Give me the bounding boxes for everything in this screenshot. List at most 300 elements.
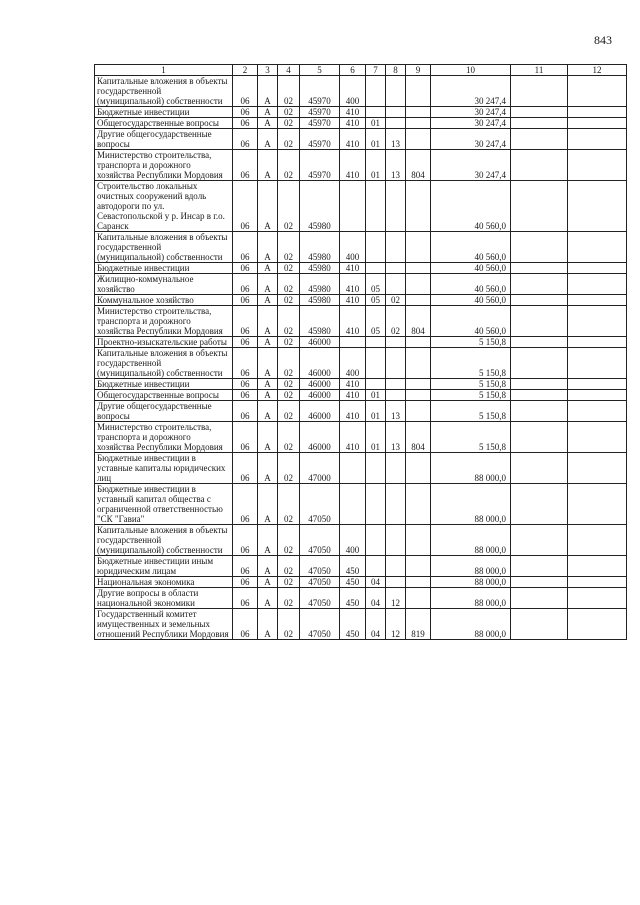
- target-cell: 47050: [300, 609, 340, 640]
- table-row: [95, 609, 627, 640]
- subsection-cell: А: [258, 484, 278, 525]
- chapter-cell: 01: [366, 422, 386, 453]
- expense-type-cell: 400: [340, 76, 366, 107]
- extra-cell-12: [568, 150, 627, 181]
- program-cell: 02: [278, 453, 300, 484]
- table-row: [95, 556, 627, 577]
- target-cell: 45980: [300, 274, 340, 295]
- chapter-cell: [366, 556, 386, 577]
- subsection-cell: А: [258, 107, 278, 118]
- subchapter-cell: [386, 390, 406, 401]
- chapter-cell: 04: [366, 577, 386, 588]
- table-row: [95, 588, 627, 609]
- chapter-cell: [366, 453, 386, 484]
- subsection-cell: А: [258, 379, 278, 390]
- name-cell: Министерство строительства, транспорта и дорожного хозяйства Республики Мордовия: [95, 150, 233, 181]
- chapter-cell: [366, 263, 386, 274]
- subsection-cell: А: [258, 263, 278, 274]
- extra-cell-11: [511, 401, 568, 422]
- subchapter-cell: [386, 577, 406, 588]
- chapter-cell: [366, 76, 386, 107]
- ministry-cell: 819: [406, 609, 431, 640]
- target-cell: 45980: [300, 306, 340, 337]
- section-cell: 06: [233, 232, 258, 263]
- program-cell: 02: [278, 129, 300, 150]
- chapter-cell: 05: [366, 274, 386, 295]
- table-header-row: [95, 65, 627, 76]
- amount-cell: 40 560,0: [431, 274, 511, 295]
- subchapter-cell: [386, 274, 406, 295]
- ministry-cell: [406, 232, 431, 263]
- subchapter-cell: [386, 232, 406, 263]
- extra-cell-12: [568, 337, 627, 348]
- section-cell: 06: [233, 263, 258, 274]
- amount-cell: 30 247,4: [431, 107, 511, 118]
- target-cell: 45970: [300, 76, 340, 107]
- target-cell: 46000: [300, 422, 340, 453]
- extra-cell-12: [568, 274, 627, 295]
- amount-cell: 5 150,8: [431, 401, 511, 422]
- chapter-cell: [366, 484, 386, 525]
- amount-cell: 40 560,0: [431, 263, 511, 274]
- expense-type-cell: 410: [340, 401, 366, 422]
- program-cell: 02: [278, 181, 300, 232]
- extra-cell-12: [568, 379, 627, 390]
- ministry-cell: [406, 453, 431, 484]
- subchapter-cell: [386, 337, 406, 348]
- section-cell: 06: [233, 118, 258, 129]
- extra-cell-12: [568, 295, 627, 306]
- extra-cell-11: [511, 453, 568, 484]
- extra-cell-12: [568, 609, 627, 640]
- expense-type-cell: [340, 484, 366, 525]
- name-cell: Проектно-изыскательские работы: [95, 337, 233, 348]
- chapter-cell: [366, 525, 386, 556]
- table-row: [95, 263, 627, 274]
- extra-cell-11: [511, 525, 568, 556]
- ministry-cell: [406, 263, 431, 274]
- expense-type-cell: 410: [340, 150, 366, 181]
- subsection-cell: А: [258, 295, 278, 306]
- name-cell: Другие общегосударственные вопросы: [95, 401, 233, 422]
- extra-cell-12: [568, 181, 627, 232]
- name-cell: Бюджетные инвестиции в уставный капитал общества с ограниченной ответственностью "СК "Гавиа": [95, 484, 233, 525]
- section-cell: 06: [233, 379, 258, 390]
- name-cell: Бюджетные инвестиции: [95, 263, 233, 274]
- extra-cell-12: [568, 118, 627, 129]
- subchapter-cell: [386, 107, 406, 118]
- chapter-cell: 05: [366, 295, 386, 306]
- program-cell: 02: [278, 379, 300, 390]
- name-cell: Капитальные вложения в объекты государственной (муниципальной) собственности: [95, 525, 233, 556]
- extra-cell-12: [568, 525, 627, 556]
- subsection-cell: А: [258, 129, 278, 150]
- expense-type-cell: 410: [340, 390, 366, 401]
- extra-cell-12: [568, 422, 627, 453]
- program-cell: 02: [278, 390, 300, 401]
- amount-cell: 88 000,0: [431, 588, 511, 609]
- extra-cell-11: [511, 274, 568, 295]
- extra-cell-11: [511, 118, 568, 129]
- ministry-cell: [406, 107, 431, 118]
- section-cell: 06: [233, 107, 258, 118]
- expense-type-cell: 410: [340, 118, 366, 129]
- extra-cell-11: [511, 422, 568, 453]
- name-cell: Другие вопросы в области национальной экономики: [95, 588, 233, 609]
- subsection-cell: А: [258, 577, 278, 588]
- extra-cell-11: [511, 263, 568, 274]
- extra-cell-11: [511, 348, 568, 379]
- amount-cell: 5 150,8: [431, 348, 511, 379]
- target-cell: 45970: [300, 129, 340, 150]
- expense-type-cell: 400: [340, 525, 366, 556]
- table-row: [95, 129, 627, 150]
- extra-cell-12: [568, 107, 627, 118]
- chapter-cell: 01: [366, 129, 386, 150]
- amount-cell: 88 000,0: [431, 484, 511, 525]
- column-header: 12: [568, 65, 627, 76]
- target-cell: 45980: [300, 181, 340, 232]
- table-body: [95, 76, 627, 640]
- program-cell: 02: [278, 274, 300, 295]
- name-cell: Капитальные вложения в объекты государственной (муниципальной) собственности: [95, 232, 233, 263]
- section-cell: 06: [233, 422, 258, 453]
- subchapter-cell: [386, 556, 406, 577]
- target-cell: 45970: [300, 150, 340, 181]
- extra-cell-12: [568, 306, 627, 337]
- extra-cell-12: [568, 588, 627, 609]
- extra-cell-11: [511, 609, 568, 640]
- ministry-cell: [406, 484, 431, 525]
- subchapter-cell: 13: [386, 422, 406, 453]
- subchapter-cell: [386, 76, 406, 107]
- name-cell: Бюджетные инвестиции в уставные капиталы юридических лиц: [95, 453, 233, 484]
- expense-type-cell: 400: [340, 232, 366, 263]
- subchapter-cell: [386, 263, 406, 274]
- ministry-cell: [406, 337, 431, 348]
- name-cell: Капитальные вложения в объекты государственной (муниципальной) собственности: [95, 76, 233, 107]
- program-cell: 02: [278, 577, 300, 588]
- subchapter-cell: 02: [386, 306, 406, 337]
- table-row: [95, 379, 627, 390]
- extra-cell-11: [511, 390, 568, 401]
- amount-cell: 5 150,8: [431, 337, 511, 348]
- extra-cell-12: [568, 76, 627, 107]
- subchapter-cell: [386, 181, 406, 232]
- extra-cell-11: [511, 129, 568, 150]
- extra-cell-11: [511, 150, 568, 181]
- target-cell: 46000: [300, 390, 340, 401]
- table-row: [95, 390, 627, 401]
- table-row: [95, 422, 627, 453]
- subsection-cell: А: [258, 588, 278, 609]
- subsection-cell: А: [258, 556, 278, 577]
- column-header: 4: [278, 65, 300, 76]
- ministry-cell: [406, 118, 431, 129]
- subchapter-cell: [386, 453, 406, 484]
- amount-cell: 30 247,4: [431, 76, 511, 107]
- extra-cell-11: [511, 379, 568, 390]
- table-row: [95, 274, 627, 295]
- extra-cell-11: [511, 295, 568, 306]
- section-cell: 06: [233, 129, 258, 150]
- ministry-cell: 804: [406, 150, 431, 181]
- section-cell: 06: [233, 181, 258, 232]
- ministry-cell: [406, 577, 431, 588]
- ministry-cell: [406, 556, 431, 577]
- target-cell: 45970: [300, 107, 340, 118]
- extra-cell-11: [511, 588, 568, 609]
- program-cell: 02: [278, 588, 300, 609]
- section-cell: 06: [233, 306, 258, 337]
- chapter-cell: 01: [366, 118, 386, 129]
- subsection-cell: А: [258, 232, 278, 263]
- ministry-cell: 804: [406, 422, 431, 453]
- name-cell: Общегосударственные вопросы: [95, 390, 233, 401]
- subchapter-cell: 12: [386, 609, 406, 640]
- column-header: 7: [366, 65, 386, 76]
- ministry-cell: [406, 181, 431, 232]
- expense-type-cell: 450: [340, 588, 366, 609]
- subchapter-cell: 13: [386, 150, 406, 181]
- chapter-cell: 01: [366, 401, 386, 422]
- table-row: [95, 453, 627, 484]
- extra-cell-11: [511, 484, 568, 525]
- chapter-cell: 01: [366, 150, 386, 181]
- section-cell: 06: [233, 274, 258, 295]
- program-cell: 02: [278, 422, 300, 453]
- table-row: [95, 232, 627, 263]
- target-cell: 47050: [300, 484, 340, 525]
- section-cell: 06: [233, 337, 258, 348]
- name-cell: Строительство локальных очистных сооружений вдоль автодороги по ул. Севастопольской у р. Инсар в г.о. Саранск: [95, 181, 233, 232]
- amount-cell: 30 247,4: [431, 118, 511, 129]
- subchapter-cell: [386, 525, 406, 556]
- subsection-cell: А: [258, 76, 278, 107]
- extra-cell-12: [568, 390, 627, 401]
- budget-table: [94, 64, 627, 640]
- subchapter-cell: 12: [386, 588, 406, 609]
- target-cell: 45970: [300, 118, 340, 129]
- expense-type-cell: 450: [340, 556, 366, 577]
- extra-cell-11: [511, 556, 568, 577]
- column-header: 10: [431, 65, 511, 76]
- subsection-cell: А: [258, 348, 278, 379]
- program-cell: 02: [278, 295, 300, 306]
- column-header: 6: [340, 65, 366, 76]
- expense-type-cell: 410: [340, 274, 366, 295]
- extra-cell-11: [511, 232, 568, 263]
- expense-type-cell: 410: [340, 379, 366, 390]
- ministry-cell: [406, 525, 431, 556]
- section-cell: 06: [233, 390, 258, 401]
- extra-cell-11: [511, 107, 568, 118]
- amount-cell: 40 560,0: [431, 295, 511, 306]
- table-row: [95, 306, 627, 337]
- table-row: [95, 348, 627, 379]
- name-cell: Министерство строительства, транспорта и дорожного хозяйства Республики Мордовия: [95, 422, 233, 453]
- name-cell: Министерство строительства, транспорта и дорожного хозяйства Республики Мордовия: [95, 306, 233, 337]
- name-cell: Национальная экономика: [95, 577, 233, 588]
- ministry-cell: [406, 129, 431, 150]
- section-cell: 06: [233, 577, 258, 588]
- program-cell: 02: [278, 76, 300, 107]
- chapter-cell: 04: [366, 588, 386, 609]
- amount-cell: 88 000,0: [431, 453, 511, 484]
- program-cell: 02: [278, 337, 300, 348]
- extra-cell-11: [511, 337, 568, 348]
- section-cell: 06: [233, 150, 258, 181]
- amount-cell: 40 560,0: [431, 306, 511, 337]
- subsection-cell: А: [258, 422, 278, 453]
- ministry-cell: [406, 348, 431, 379]
- amount-cell: 30 247,4: [431, 129, 511, 150]
- extra-cell-12: [568, 577, 627, 588]
- section-cell: 06: [233, 295, 258, 306]
- subsection-cell: А: [258, 401, 278, 422]
- expense-type-cell: [340, 337, 366, 348]
- name-cell: Бюджетные инвестиции иным юридическим лицам: [95, 556, 233, 577]
- extra-cell-11: [511, 181, 568, 232]
- target-cell: 46000: [300, 348, 340, 379]
- name-cell: Бюджетные инвестиции: [95, 379, 233, 390]
- ministry-cell: [406, 588, 431, 609]
- target-cell: 46000: [300, 401, 340, 422]
- amount-cell: 5 150,8: [431, 379, 511, 390]
- table-row: [95, 118, 627, 129]
- extra-cell-12: [568, 484, 627, 525]
- expense-type-cell: 410: [340, 129, 366, 150]
- program-cell: 02: [278, 150, 300, 181]
- subsection-cell: А: [258, 118, 278, 129]
- amount-cell: 40 560,0: [431, 232, 511, 263]
- ministry-cell: [406, 379, 431, 390]
- section-cell: 06: [233, 556, 258, 577]
- subsection-cell: А: [258, 150, 278, 181]
- target-cell: 47050: [300, 588, 340, 609]
- column-header: 11: [511, 65, 568, 76]
- column-header: 8: [386, 65, 406, 76]
- subchapter-cell: [386, 379, 406, 390]
- ministry-cell: [406, 76, 431, 107]
- subsection-cell: А: [258, 609, 278, 640]
- target-cell: 46000: [300, 379, 340, 390]
- section-cell: 06: [233, 484, 258, 525]
- subchapter-cell: [386, 348, 406, 379]
- subchapter-cell: [386, 118, 406, 129]
- amount-cell: 5 150,8: [431, 390, 511, 401]
- table-row: [95, 337, 627, 348]
- ministry-cell: [406, 390, 431, 401]
- section-cell: 06: [233, 525, 258, 556]
- extra-cell-12: [568, 348, 627, 379]
- section-cell: 06: [233, 588, 258, 609]
- expense-type-cell: 410: [340, 422, 366, 453]
- program-cell: 02: [278, 232, 300, 263]
- subchapter-cell: [386, 484, 406, 525]
- table-row: [95, 525, 627, 556]
- extra-cell-11: [511, 76, 568, 107]
- section-cell: 06: [233, 401, 258, 422]
- subchapter-cell: 02: [386, 295, 406, 306]
- expense-type-cell: 450: [340, 609, 366, 640]
- subchapter-cell: 13: [386, 401, 406, 422]
- target-cell: 45980: [300, 232, 340, 263]
- amount-cell: 40 560,0: [431, 181, 511, 232]
- ministry-cell: 804: [406, 306, 431, 337]
- extra-cell-12: [568, 453, 627, 484]
- expense-type-cell: 400: [340, 348, 366, 379]
- subsection-cell: А: [258, 525, 278, 556]
- name-cell: Коммунальное хозяйство: [95, 295, 233, 306]
- column-header: 9: [406, 65, 431, 76]
- program-cell: 02: [278, 609, 300, 640]
- amount-cell: 88 000,0: [431, 556, 511, 577]
- table-row: [95, 484, 627, 525]
- table-row: [95, 76, 627, 107]
- expense-type-cell: 410: [340, 306, 366, 337]
- ministry-cell: [406, 401, 431, 422]
- extra-cell-11: [511, 577, 568, 588]
- target-cell: 47050: [300, 525, 340, 556]
- chapter-cell: 05: [366, 306, 386, 337]
- program-cell: 02: [278, 401, 300, 422]
- column-header: 2: [233, 65, 258, 76]
- extra-cell-12: [568, 232, 627, 263]
- chapter-cell: [366, 337, 386, 348]
- chapter-cell: [366, 232, 386, 263]
- expense-type-cell: 410: [340, 263, 366, 274]
- column-header: 5: [300, 65, 340, 76]
- expense-type-cell: [340, 181, 366, 232]
- name-cell: Жилищно-коммунальное хозяйство: [95, 274, 233, 295]
- program-cell: 02: [278, 107, 300, 118]
- chapter-cell: [366, 348, 386, 379]
- chapter-cell: 04: [366, 609, 386, 640]
- target-cell: 45980: [300, 263, 340, 274]
- name-cell: Общегосударственные вопросы: [95, 118, 233, 129]
- expense-type-cell: [340, 453, 366, 484]
- target-cell: 47050: [300, 577, 340, 588]
- chapter-cell: [366, 181, 386, 232]
- extra-cell-12: [568, 263, 627, 274]
- program-cell: 02: [278, 118, 300, 129]
- expense-type-cell: 410: [340, 107, 366, 118]
- program-cell: 02: [278, 525, 300, 556]
- table-row: [95, 181, 627, 232]
- target-cell: 46000: [300, 337, 340, 348]
- program-cell: 02: [278, 263, 300, 274]
- subsection-cell: А: [258, 274, 278, 295]
- subsection-cell: А: [258, 306, 278, 337]
- amount-cell: 5 150,8: [431, 422, 511, 453]
- extra-cell-12: [568, 556, 627, 577]
- table-row: [95, 401, 627, 422]
- column-header: 1: [95, 65, 233, 76]
- chapter-cell: [366, 107, 386, 118]
- table-row: [95, 295, 627, 306]
- amount-cell: 30 247,4: [431, 150, 511, 181]
- column-header: 3: [258, 65, 278, 76]
- chapter-cell: [366, 379, 386, 390]
- subsection-cell: А: [258, 390, 278, 401]
- subsection-cell: А: [258, 181, 278, 232]
- table-row: [95, 150, 627, 181]
- section-cell: 06: [233, 609, 258, 640]
- program-cell: 02: [278, 556, 300, 577]
- table-row: [95, 577, 627, 588]
- expense-type-cell: 410: [340, 295, 366, 306]
